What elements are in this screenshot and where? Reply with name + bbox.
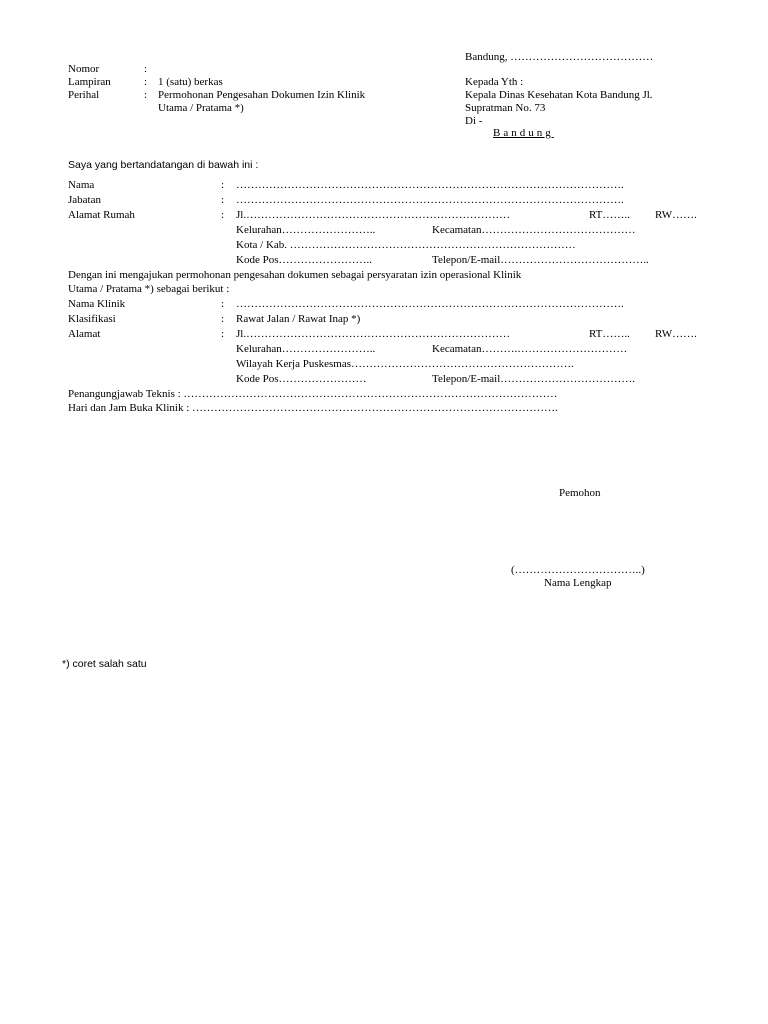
perihal-line-2: Utama / Pratama *) bbox=[158, 102, 244, 114]
city-date: Bandung, ………………………………… bbox=[465, 51, 654, 63]
nama-label: Nama bbox=[68, 179, 95, 191]
alamat-klinik-label: Alamat bbox=[68, 328, 101, 340]
perihal-colon: : bbox=[144, 89, 148, 101]
lampiran-value: 1 (satu) berkas bbox=[158, 76, 223, 88]
nama-colon: : bbox=[221, 179, 225, 191]
alamat-rumah-jl-field[interactable]: Jl.……………………………………………………………… bbox=[236, 209, 511, 221]
alamat-klinik-rw-field[interactable]: RW……. bbox=[655, 328, 697, 340]
nomor-label: Nomor bbox=[68, 63, 100, 75]
pemohon-label: Pemohon bbox=[559, 487, 601, 499]
alamat-klinik-colon: : bbox=[221, 328, 225, 340]
applicant-intro: Saya yang bertandatangan di bawah ini : bbox=[68, 159, 259, 171]
alamat-klinik-kecamatan-field[interactable]: Kecamatan……….………………………… bbox=[432, 343, 628, 355]
alamat-klinik-telepon-field[interactable]: Telepon/E-mail………………………………. bbox=[432, 373, 636, 385]
hari-jam-buka-field[interactable]: Hari dan Jam Buka Klinik : ………………………………………………………………………………………. bbox=[68, 402, 558, 414]
penanggungjawab-teknis-field[interactable]: Penangungjawab Teknis : ………………………………………………………………………………………… bbox=[68, 388, 558, 400]
alamat-klinik-kelurahan-field[interactable]: Kelurahan…………………….. bbox=[236, 343, 376, 355]
recipient-line-2: Supratman No. 73 bbox=[465, 102, 546, 114]
bandung-city: Bandung bbox=[493, 127, 554, 139]
klasifikasi-label: Klasifikasi bbox=[68, 313, 116, 325]
alamat-klinik-rt-field[interactable]: RT…….. bbox=[589, 328, 630, 340]
jabatan-label: Jabatan bbox=[68, 194, 101, 206]
perihal-label: Perihal bbox=[68, 89, 100, 101]
nama-field[interactable]: ……………………………………………………………………………………………. bbox=[236, 179, 624, 191]
nama-lengkap-label: Nama Lengkap bbox=[544, 577, 612, 589]
alamat-rumah-kodepos-field[interactable]: Kode Pos…………………….. bbox=[236, 254, 372, 266]
klasifikasi-value: Rawat Jalan / Rawat Inap *) bbox=[236, 313, 361, 325]
footnote: *) coret salah satu bbox=[62, 658, 147, 670]
jabatan-field[interactable]: ……………………………………………………………………………………………. bbox=[236, 194, 624, 206]
lampiran-label: Lampiran bbox=[68, 76, 111, 88]
perihal-line-1: Permohonan Pengesahan Dokumen Izin Klinik bbox=[158, 89, 366, 101]
wilayah-puskesmas-field[interactable]: Wilayah Kerja Puskesmas……………………………………………………. bbox=[236, 358, 574, 370]
lampiran-colon: : bbox=[144, 76, 148, 88]
kepada-yth: Kepada Yth : bbox=[465, 76, 524, 88]
alamat-rumah-rt-field[interactable]: RT…….. bbox=[589, 209, 630, 221]
recipient-line-1: Kepala Dinas Kesehatan Kota Bandung Jl. bbox=[465, 89, 653, 101]
jabatan-colon: : bbox=[221, 194, 225, 206]
alamat-rumah-kecamatan-field[interactable]: Kecamatan…………………………………… bbox=[432, 224, 636, 236]
alamat-klinik-kodepos-field[interactable]: Kode Pos…………………… bbox=[236, 373, 367, 385]
alamat-rumah-label: Alamat Rumah bbox=[68, 209, 135, 221]
request-line-2: Utama / Pratama *) sebagai berikut : bbox=[68, 283, 230, 295]
klasifikasi-colon: : bbox=[221, 313, 225, 325]
alamat-rumah-telepon-field[interactable]: Telepon/E-mail………………………………….. bbox=[432, 254, 649, 266]
alamat-rumah-kelurahan-field[interactable]: Kelurahan…………………….. bbox=[236, 224, 376, 236]
alamat-rumah-kota-field[interactable]: Kota / Kab. …………………………………………………………………… bbox=[236, 239, 576, 251]
alamat-rumah-rw-field[interactable]: RW……. bbox=[655, 209, 697, 221]
alamat-rumah-colon: : bbox=[221, 209, 225, 221]
nomor-colon: : bbox=[144, 63, 148, 75]
nama-klinik-field[interactable]: ……………………………………………………………………………………………. bbox=[236, 298, 624, 310]
nama-klinik-label: Nama Klinik bbox=[68, 298, 126, 310]
di-label: Di - bbox=[465, 115, 483, 127]
alamat-klinik-jl-field[interactable]: Jl.……………………………………………………………… bbox=[236, 328, 511, 340]
nama-klinik-colon: : bbox=[221, 298, 225, 310]
signature-line[interactable]: (……………………………..) bbox=[511, 564, 645, 576]
request-line-1: Dengan ini mengajukan permohonan pengesahan dokumen sebagai persyaratan izin operasional Klinik bbox=[68, 269, 522, 281]
